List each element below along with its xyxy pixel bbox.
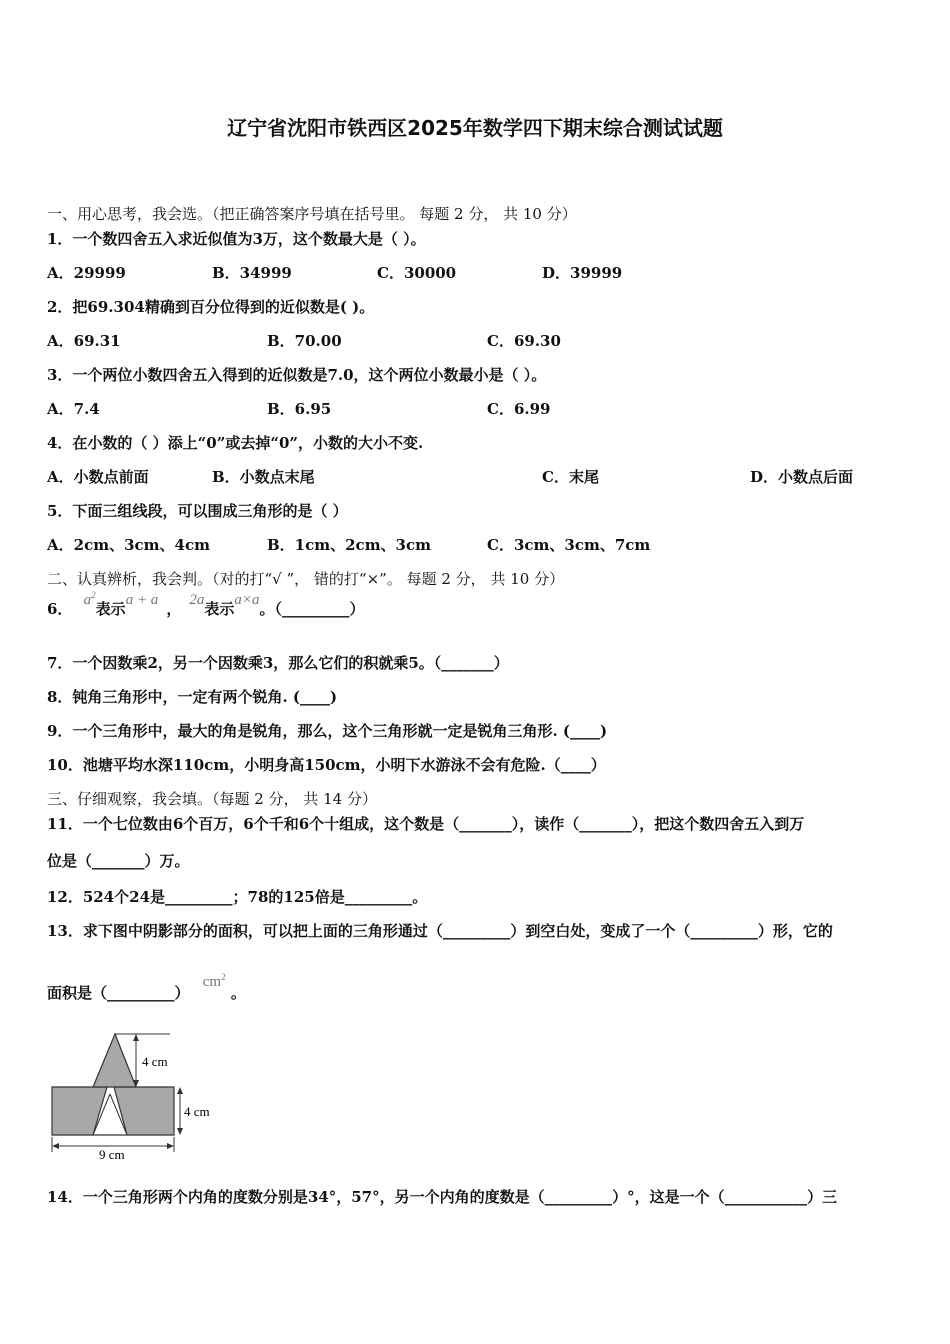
q3-option-c: C．6.99	[487, 400, 551, 418]
question-5: 5．下面三组线段，可以围成三角形的是（ ）	[47, 502, 348, 520]
q6-math-a-squared: $a^2$	[83, 590, 96, 608]
page-title: 辽宁省沈阳市铁西区2025年数学四下期末综合测试试题	[227, 116, 723, 140]
unit-cm-squared: $cm^2$	[202, 972, 226, 990]
q6-math-a-plus-a: a + a	[125, 592, 159, 608]
q1-option-b: B．34999	[212, 264, 292, 282]
question-6: 6． $a^2$表示a + a ， 2a表示a×a。（_________）	[47, 590, 365, 618]
q2-option-c: C．69.30	[487, 332, 561, 350]
q6-number: 6．	[47, 600, 73, 618]
q3-option-b: B．6.95	[267, 400, 332, 418]
question-1: 1．一个数四舍五入求近似值为3万，这个数最大是（ ）。	[47, 230, 426, 248]
shaded-top-triangle	[93, 1034, 136, 1087]
q4-option-a: A．小数点前面	[47, 468, 149, 486]
question-2: 2．把69.304精确到百分位得到的近似数是( )。	[47, 298, 375, 316]
question-11-line-2: 位是（_______）万。	[47, 852, 190, 870]
question-7: 7．一个因数乘2，另一个因数乘3，那么它们的积就乘5。（_______）	[47, 654, 509, 672]
q4-option-c: C．末尾	[542, 468, 599, 486]
question-14: 14．一个三角形两个内角的度数分别是34°，57°，另一个内角的度数是（_________）°，这是一个（___________）三	[47, 1188, 838, 1206]
question-13-line-2: 面积是（_________） $cm^2$ 。	[47, 972, 246, 1002]
question-3: 3．一个两位小数四舍五入得到的近似数是7.0，这个两位小数最小是（ ）。	[47, 366, 547, 384]
question-8: 8．钝角三角形中，一定有两个锐角. (____)	[47, 688, 338, 706]
q6-math-a-times-a: a×a	[234, 592, 260, 608]
q5-option-c: C．3cm、3cm、7cm	[487, 536, 651, 554]
question-13-line-1: 13．求下图中阴影部分的面积，可以把上面的三角形通过（_________）到空白处，变成了一个（_________）形，它的	[47, 922, 833, 940]
section-2-heading: 二、认真辨析，我会判。（对的打“√ ”， 错的打“×”。 每题 2 分， 共 10 分）	[47, 570, 565, 588]
q4-option-b: B．小数点末尾	[212, 468, 315, 486]
q5-option-b: B．1cm、2cm、3cm	[267, 536, 432, 554]
q1-option-c: C．30000	[377, 264, 457, 282]
dimension-label-bottom: 9 cm	[99, 1147, 125, 1162]
question-10: 10．池塘平均水深110cm，小明身高150cm，小明下水游泳不会有危险.（____）	[47, 756, 606, 774]
q1-option-a: A．29999	[47, 264, 126, 282]
q1-option-d: D．39999	[542, 264, 623, 282]
section-3-heading: 三、仔细观察，我会填。（每题 2 分， 共 14 分）	[47, 790, 377, 808]
q6-text-represents-2: 表示	[204, 600, 235, 618]
q6-answer-blank: 。（_________）	[259, 600, 365, 618]
shaded-area-figure	[44, 1024, 244, 1164]
dimension-label-right: 4 cm	[184, 1104, 210, 1119]
q5-option-a: A．2cm、3cm、4cm	[47, 536, 210, 554]
q3-option-a: A．7.4	[47, 400, 100, 418]
q2-option-a: A．69.31	[47, 332, 121, 350]
q6-math-2a: 2a	[189, 592, 205, 608]
dimension-label-top: 4 cm	[142, 1054, 168, 1069]
question-11-line-1: 11．一个七位数由6个百万，6个千和6个十组成，这个数是（_______），读作（_______），把这个数四舍五入到万	[47, 815, 805, 833]
question-12: 12．524个24是_________；78的125倍是_________。	[47, 888, 428, 906]
section-1-heading: 一、用心思考，我会选。（把正确答案序号填在括号里。 每题 2 分， 共 10 分）	[47, 205, 577, 223]
q4-option-d: D．小数点后面	[750, 468, 854, 486]
question-9: 9．一个三角形中，最大的角是锐角，那么，这个三角形就一定是锐角三角形. (____)	[47, 722, 608, 740]
q6-text-represents: 表示	[95, 600, 126, 618]
q2-option-b: B．70.00	[267, 332, 342, 350]
question-4: 4．在小数的（ ）添上“0”或去掉“0”，小数的大小不变.	[47, 434, 424, 452]
shaded-bottom-shape	[52, 1087, 174, 1135]
